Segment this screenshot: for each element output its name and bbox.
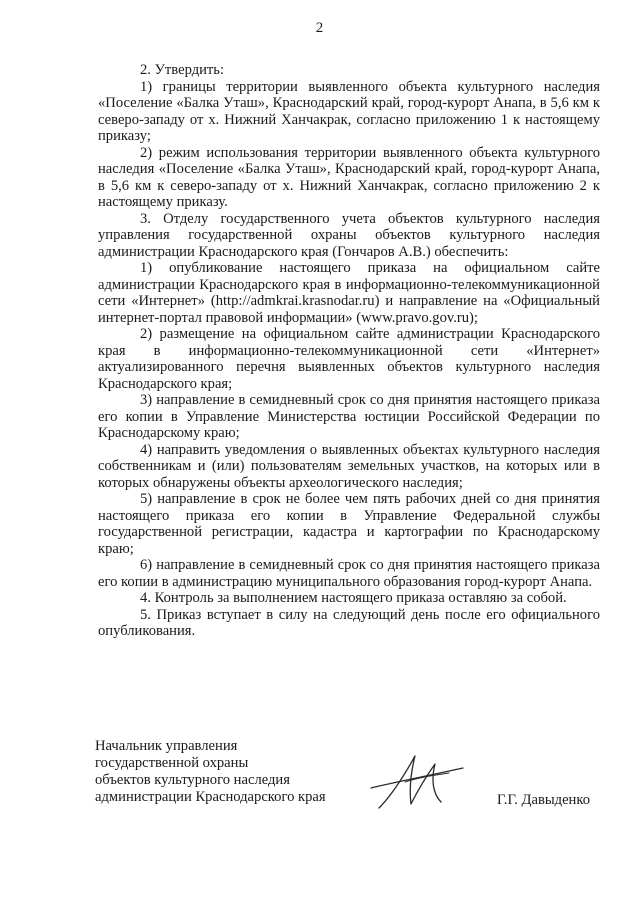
signatory-title-line: объектов культурного наследия: [95, 772, 290, 788]
paragraph-municipality: 6) направление в семидневный срок со дня принятия настоящего приказа его копии в администрацию муниципального образования город-курорт Анапа.: [98, 557, 600, 590]
paragraph-ministry-justice: 3) направление в семидневный срок со дня принятия настоящего приказа его копии в Управление Министерства юстиции Российской Федерации по Краснодарскому краю;: [98, 392, 600, 441]
paragraph-department-instructions: 3. Отделу государственного учета объектов культурного наследия управления государственной охраны объектов культурного наследия администрации Краснодарского края (Гончаров А.В.) обеспечить:: [98, 210, 600, 260]
signatory-title-block: [95, 738, 326, 806]
order-body-text: [98, 62, 600, 640]
signer-name: Г.Г. Давыденко: [497, 792, 591, 808]
paragraph-publication: 1) опубликование настоящего приказа на официальном сайте администрации Краснодарского края в информационно-телекоммуникационной сети «Интернет» (http://admkrai.krasnodar.ru) и направление на «Официальный интернет-портал правовой информации» (www.pravo.gov.ru);: [98, 260, 600, 326]
paragraph-notifications: 4) направить уведомления о выявленных объектах культурного наследия собственникам и (или) пользователям земельных участков, на которых или в которых обнаружены объекты археологического наследия;: [98, 441, 600, 491]
signatory-title-line: государственной охраны: [95, 755, 249, 771]
paragraph-rosreestr: 5) направление в срок не более чем пять рабочих дней со дня принятия настоящего приказа его копии в Управление Федеральной службы государственной регистрации, кадастра и картографии по Краснодарскому краю;: [98, 491, 600, 557]
page-number: 2: [315, 20, 324, 36]
signatory-title-line: администрации Краснодарского края: [95, 789, 326, 805]
paragraph-approve-heading: 2. Утвердить:: [140, 62, 225, 78]
paragraph-territory-regime: 2) режим использования территории выявленного объекта культурного наследия «Поселение «Балка Уташ», Краснодарский край, город-курорт Анапа, в 5,6 км к северо-западу от х. Нижний Ханчакрак, согласно приложению 2 к настоящему приказу.: [98, 144, 600, 210]
paragraph-effective-date: 5. Приказ вступает в силу на следующий день после его официального опубликования.: [98, 606, 600, 639]
paragraph-territory-boundaries: 1) границы территории выявленного объекта культурного наследия «Поселение «Балка Уташ», Краснодарский край, город-курорт Анапа, в 5,6 км к северо-западу от х. Нижний Ханчакрак, согласно приложению 1 к настоящему приказу;: [98, 78, 600, 144]
paragraph-website-placement: 2) размещение на официальном сайте администрации Краснодарского края в информационно-телекоммуникационной сети «Интернет» актуализированного перечня выявленных объектов культурного наследия Краснодарского края;: [98, 326, 600, 392]
paragraph-control: 4. Контроль за выполнением настоящего приказа оставляю за собой.: [140, 590, 567, 606]
handwritten-signature: [365, 752, 470, 814]
signatory-title-line: Начальник управления: [95, 738, 238, 754]
